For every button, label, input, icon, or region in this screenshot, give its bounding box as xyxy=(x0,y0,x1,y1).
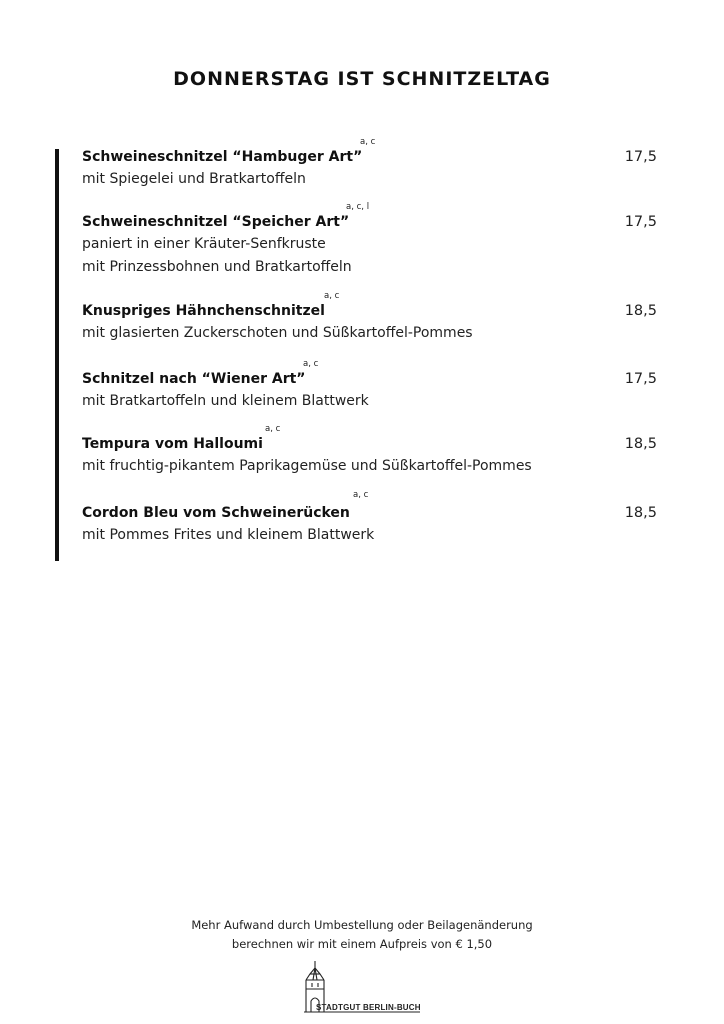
item-name: Tempura vom Halloumi a, c xyxy=(82,424,281,452)
item-price: 17,5 xyxy=(624,371,657,387)
allergen-codes: a, c xyxy=(303,359,319,369)
menu-item xyxy=(82,202,662,279)
item-name: Schweineschnitzel “Speicher Art” a, c, l xyxy=(82,202,370,230)
item-price: 18,5 xyxy=(624,303,657,319)
allergen-codes: a, c, l xyxy=(346,202,370,212)
item-description: mit Spiegelei und Bratkartoffeln xyxy=(82,171,306,187)
item-price: 17,5 xyxy=(624,214,657,230)
item-description: mit fruchtig-pikantem Paprikagemüse und Süßkartoffel-Pommes xyxy=(82,458,532,474)
surcharge-note xyxy=(0,916,724,954)
page-title: DONNERSTAG IST SCHNITZELTAG xyxy=(173,68,551,90)
item-price: 18,5 xyxy=(624,436,657,452)
logo-text: STADTGUT BERLIN-BUCH xyxy=(316,1003,421,1012)
item-price: 18,5 xyxy=(624,505,657,521)
stadtgut-logo xyxy=(300,958,424,1016)
allergen-codes: a, c xyxy=(360,137,376,147)
item-name: Knuspriges Hähnchenschnitzel a, c xyxy=(82,291,340,319)
menu-item xyxy=(82,359,662,413)
menu-accent-bar xyxy=(55,149,59,561)
allergen-codes: a, c xyxy=(265,424,281,434)
menu-item xyxy=(82,137,662,191)
menu-item xyxy=(82,424,662,478)
surcharge-note-line: Mehr Aufwand durch Umbestellung oder Beilagenänderung xyxy=(191,918,533,932)
item-name: Cordon Bleu vom Schweinerücken a, c xyxy=(82,490,369,521)
item-description: mit glasierten Zuckerschoten und Süßkartoffel-Pommes xyxy=(82,325,473,341)
item-name: Schweineschnitzel “Hambuger Art” a, c xyxy=(82,137,376,165)
allergen-codes: a, c xyxy=(324,291,340,301)
surcharge-note-line: berechnen wir mit einem Aufpreis von € 1,50 xyxy=(231,937,493,951)
item-description: mit Pommes Frites und kleinem Blattwerk xyxy=(82,527,375,543)
menu-item xyxy=(82,490,662,547)
item-description: paniert in einer Kräuter-Senfkruste xyxy=(82,236,326,252)
menu-item xyxy=(82,291,662,345)
item-description: mit Prinzessbohnen und Bratkartoffeln xyxy=(82,259,352,275)
item-name: Schnitzel nach “Wiener Art” a, c xyxy=(82,359,319,387)
item-description: mit Bratkartoffeln und kleinem Blattwerk xyxy=(82,393,369,409)
item-price: 17,5 xyxy=(624,149,657,165)
allergen-codes: a, c xyxy=(353,490,369,500)
